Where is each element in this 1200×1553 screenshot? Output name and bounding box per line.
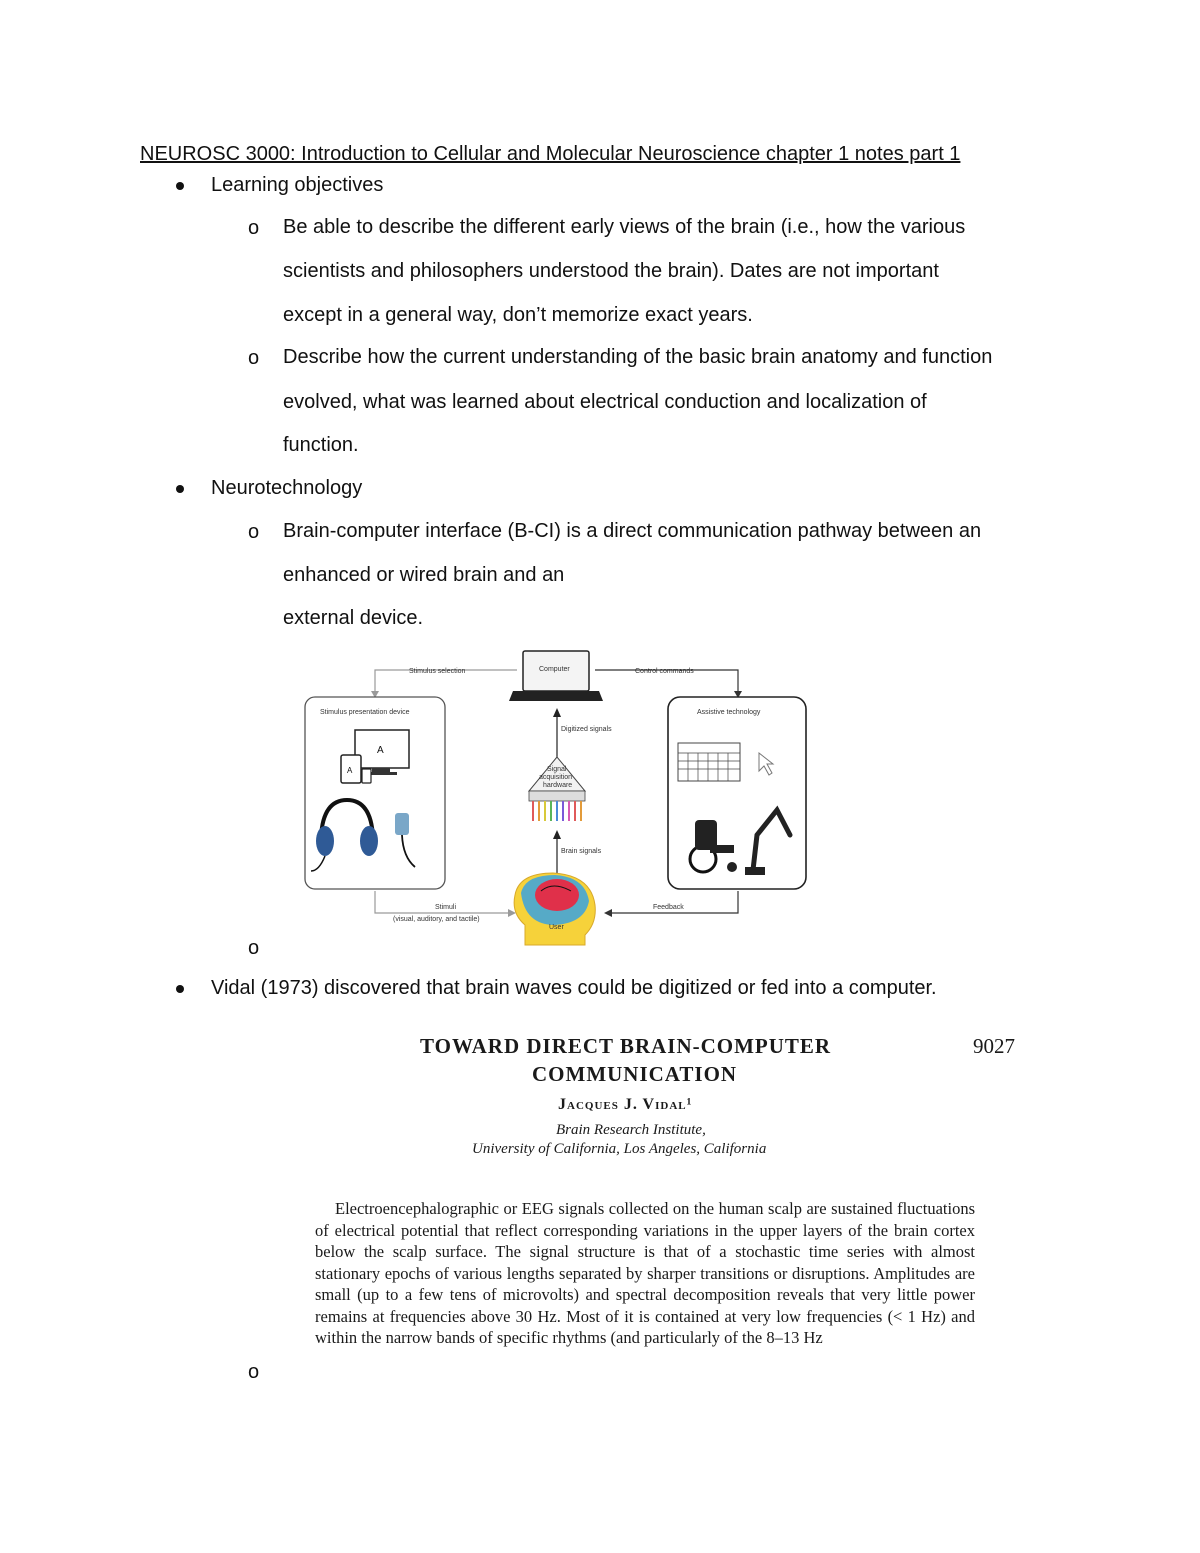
paper-title-line-2: COMMUNICATION bbox=[532, 1062, 738, 1086]
label-computer: Computer bbox=[539, 666, 570, 673]
sub-bullet: o bbox=[248, 521, 260, 543]
paper-number: 9027 bbox=[973, 1034, 1015, 1058]
section-heading-neurotechnology: Neurotechnology bbox=[211, 477, 363, 499]
monitor-letter: A bbox=[377, 745, 384, 756]
paper-affiliation-1: Brain Research Institute, bbox=[556, 1122, 706, 1138]
label-digitized-signals: Digitized signals bbox=[561, 726, 612, 733]
speller-grid-icon bbox=[678, 743, 740, 781]
laptop-icon bbox=[509, 651, 603, 701]
page-title: NEUROSC 3000: Introduction to Cellular and Molecular Neuroscience chapter 1 notes part 1 bbox=[140, 143, 961, 165]
label-acquisition: acquisition bbox=[539, 774, 573, 781]
paper-abstract bbox=[315, 1198, 975, 1349]
label-user: User bbox=[549, 924, 564, 931]
objective-2-line-1: Describe how the current understanding of the basic brain anatomy and function bbox=[283, 346, 993, 368]
objective-1-line-3: except in a general way, don’t memorize exact years. bbox=[283, 304, 753, 326]
sub-bullet: o bbox=[248, 937, 260, 959]
objective-1-line-1: Be able to describe the different early views of the brain (i.e., how the various bbox=[283, 216, 966, 238]
sub-bullet: o bbox=[248, 1361, 260, 1383]
label-stimuli-types: (visual, auditory, and tactile) bbox=[393, 916, 480, 923]
label-stimuli: Stimuli bbox=[435, 904, 457, 911]
bci-diagram bbox=[285, 645, 815, 955]
vidal-text: Vidal (1973) discovered that brain waves could be digitized or fed into a computer. bbox=[211, 977, 937, 999]
stimulus-device-box bbox=[305, 697, 445, 889]
label-brain-signals: Brain signals bbox=[561, 848, 602, 855]
user-head-icon bbox=[514, 873, 595, 945]
tablet-letter: A bbox=[347, 766, 353, 775]
paper-author: Jacques J. Vidal¹ bbox=[558, 1096, 693, 1113]
section-heading-learning-objectives: Learning objectives bbox=[211, 174, 384, 196]
bullet-dot bbox=[176, 182, 184, 190]
bci-line-1: Brain-computer interface (B-CI) is a direct communication pathway between an bbox=[283, 520, 982, 542]
paper-abstract-text: Electroencephalographic or EEG signals collected on the human scalp are sustained fluctuations of electrical potential that reflect corresponding variations in the upper layers of the brain cortex below the scalp surface. The signal structure is that of a stochastic time series with almost stationary epochs of various lengths separated by sharper transitions or disruptions. Amplitudes are small (up to a few tens of microvolts) and spectral decomposition reveals that very little power remains at frequencies above 30 Hz. Most of it is contained at very low frequencies (< 1 Hz) and within the narrow bands of specific rhythms (and particularly of the 8–13 Hz bbox=[315, 1199, 975, 1347]
label-assistive-technology: Assistive technology bbox=[697, 709, 761, 716]
bullet-dot bbox=[176, 485, 184, 493]
bci-line-2: enhanced or wired brain and an bbox=[283, 564, 565, 586]
vidal-paper-excerpt bbox=[300, 1030, 1030, 1380]
label-hardware: hardware bbox=[543, 782, 573, 789]
bci-line-3: external device. bbox=[283, 607, 424, 629]
sub-bullet: o bbox=[248, 347, 260, 369]
objective-2-line-2: evolved, what was learned about electrical conduction and localization of bbox=[283, 391, 927, 413]
paper-affiliation-2: University of California, Los Angeles, California bbox=[472, 1141, 767, 1157]
label-signal: Signal bbox=[547, 766, 567, 773]
bullet-dot bbox=[176, 985, 184, 993]
objective-1-line-2: scientists and philosophers understood the brain). Dates are not important bbox=[283, 260, 939, 282]
label-control-commands: Control commands bbox=[635, 668, 694, 675]
label-stimulus-device: Stimulus presentation device bbox=[320, 709, 410, 716]
label-stimulus-selection: Stimulus selection bbox=[409, 668, 466, 675]
label-feedback: Feedback bbox=[653, 904, 684, 911]
objective-2-line-3: function. bbox=[283, 434, 359, 456]
paper-title-line-1: TOWARD DIRECT BRAIN-COMPUTER bbox=[420, 1034, 832, 1058]
phone-icon bbox=[362, 769, 371, 783]
sub-bullet: o bbox=[248, 217, 260, 239]
